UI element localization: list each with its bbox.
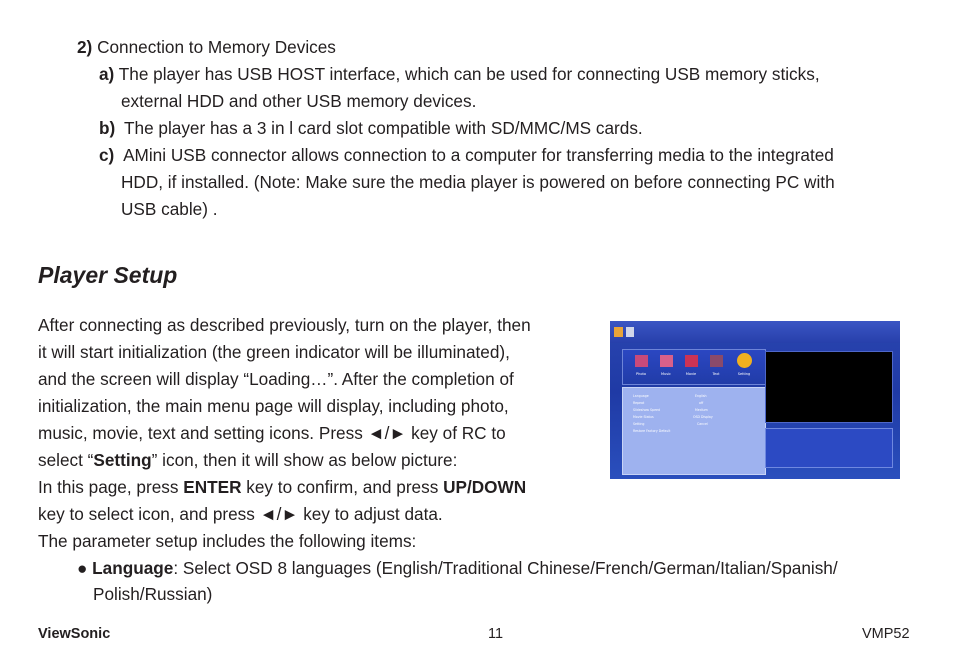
device-icon (626, 327, 634, 337)
setting-icon (737, 353, 752, 368)
footer-model: VMP52 (862, 626, 910, 642)
bullet-line-1: : Select OSD 8 languages (English/Traditional Chinese/French/German/Italian/Spanish/ (173, 558, 838, 578)
text-label: Text (712, 372, 720, 376)
body-line-3: and the screen will display “Loading…”. After the completion of (38, 369, 514, 389)
page-title: Player Setup (38, 262, 178, 288)
bullet-mark: ● (77, 558, 88, 578)
item-c-line-3: USB cable) . (121, 199, 218, 219)
body-line-5: music, movie, text and setting icons. Press ◄/► key of RC to (38, 423, 506, 443)
item-c (99, 142, 834, 169)
body-line-6 (38, 447, 457, 474)
page-number: 11 (488, 626, 504, 642)
body-line-6-c: ” icon, then it will show as below picture: (151, 450, 458, 470)
item-c-line-2: HDD, if installed. (Note: Make sure the media player is powered on before connecting PC with (121, 172, 835, 192)
footer-brand: ViewSonic (38, 626, 111, 642)
section-number: 2) (77, 37, 93, 57)
item-a (99, 61, 820, 88)
body-line-8: key to select icon, and press ◄/► key to adjust data. (38, 504, 443, 524)
body-line-9: The parameter setup includes the following items: (38, 531, 417, 551)
bullet-line-2: Polish/Russian) (93, 584, 213, 604)
item-a-line-2: external HDD and other USB memory devices. (121, 91, 477, 111)
settings-panel (622, 387, 766, 475)
section-title: Connection to Memory Devices (97, 37, 336, 57)
item-b-line-1: The player has a 3 in l card slot compatible with SD/MMC/MS cards. (124, 118, 643, 138)
music-icon (660, 355, 673, 367)
row-value-3: OSD Display (693, 415, 713, 419)
body-line-7-a: In this page, press (38, 477, 184, 497)
setting-label: Setting (737, 372, 751, 376)
body-line-6-a: select “ (38, 450, 94, 470)
row-value-1: off (699, 401, 704, 405)
music-label: Music (661, 372, 671, 376)
enter-key-term: ENTER (183, 477, 242, 497)
row-name-0: Language (633, 394, 649, 398)
info-box (765, 428, 893, 468)
item-a-label: a) (99, 64, 115, 84)
text-icon (710, 355, 723, 367)
row-value-2: Medium (695, 408, 708, 412)
section-heading (77, 34, 336, 61)
row-name-1: Repeat (633, 401, 645, 405)
screenshot-top-bar (610, 321, 900, 343)
row-value-4: Cancel (697, 422, 708, 426)
body-line-7-c: key to confirm, and press (241, 477, 444, 497)
item-a-line-1: The player has USB HOST interface, which can be used for connecting USB memory sticks, (118, 64, 820, 84)
body-line-4: initialization, the main menu page will display, including photo, (38, 396, 509, 416)
updown-key-term: UP/DOWN (443, 477, 527, 497)
item-c-label: c) (99, 145, 115, 165)
row-name-5: Restore Factory Default (633, 429, 671, 433)
row-value-0: English (695, 394, 707, 398)
setting-term: Setting (93, 450, 152, 470)
body-line-7 (38, 474, 526, 501)
movie-icon (685, 355, 698, 367)
bullet-term: Language (92, 558, 174, 578)
photo-label: Photo (636, 372, 646, 376)
row-name-2: Slideshow Speed (633, 408, 661, 412)
setup-screenshot (610, 321, 900, 479)
body-line-1: After connecting as described previously, turn on the player, then (38, 315, 531, 335)
body-line-2: it will start initialization (the green indicator will be illuminated), (38, 342, 510, 362)
row-name-3: Movie Status (633, 415, 654, 419)
item-b-label: b) (99, 118, 116, 138)
preview-window (765, 351, 893, 423)
item-b (99, 115, 643, 142)
home-icon (614, 327, 623, 337)
bullet-language (77, 555, 838, 582)
item-c-line-1: AMini USB connector allows connection to a computer for transferring media to the integrated (123, 145, 834, 165)
photo-icon (635, 355, 648, 367)
row-name-4: Setting (633, 422, 645, 426)
menu-icon-bar (622, 349, 766, 385)
movie-label: Movie (685, 372, 697, 376)
